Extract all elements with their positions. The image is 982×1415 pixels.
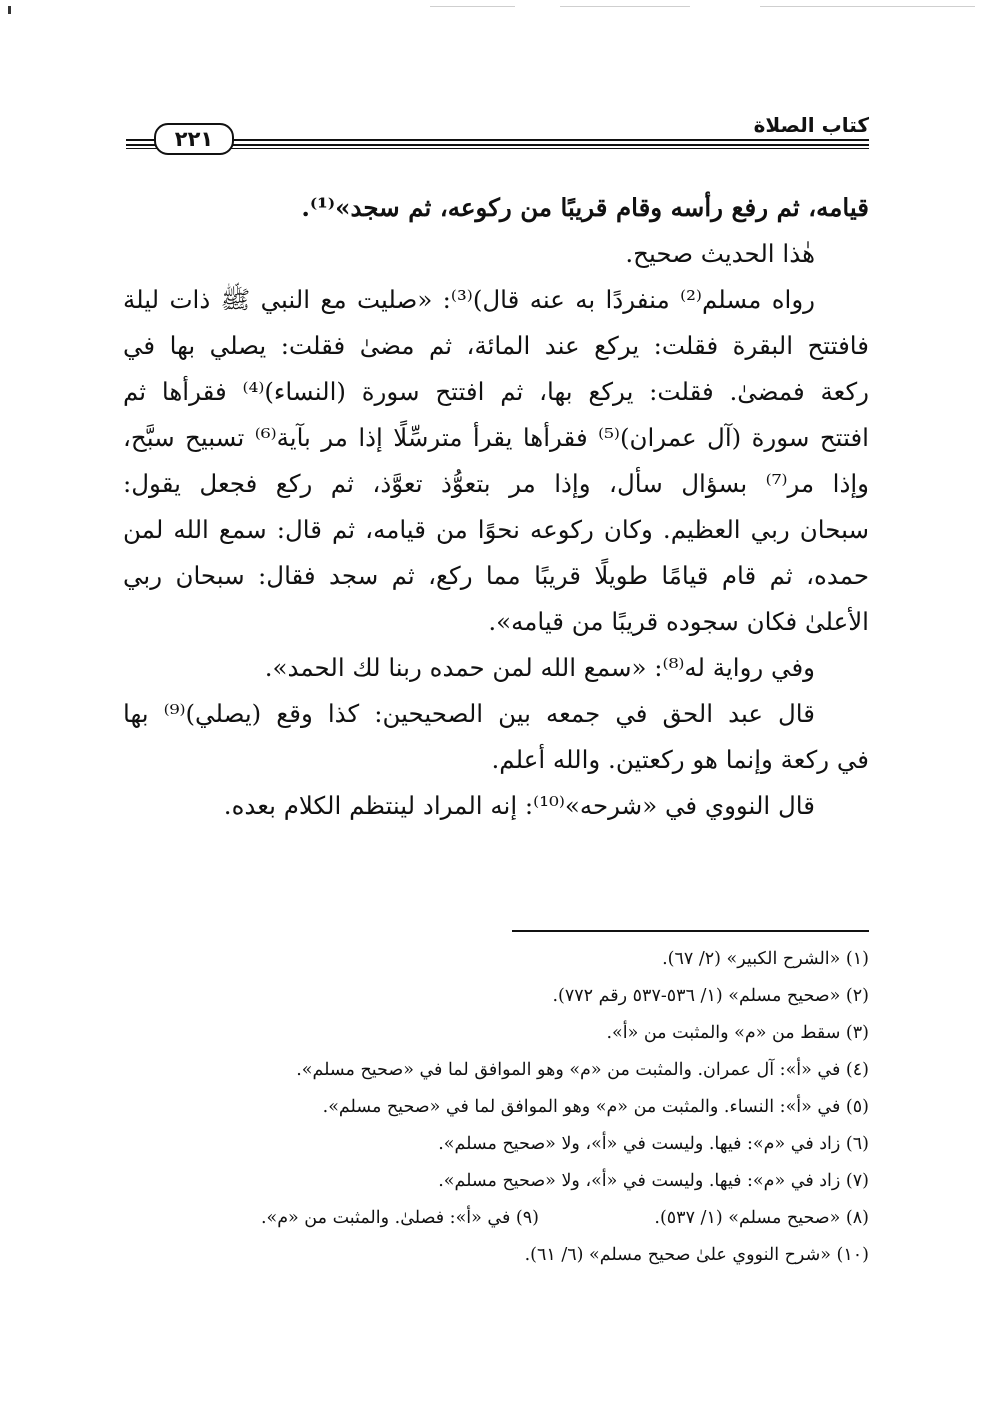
footnote: (٢) «صحيح مسلم» (١/ ٥٣٦-٥٣٧ رقم ٧٧٢). — [552, 986, 869, 1006]
text-line: قال النووي في «شرحه»⁽¹⁰⁾: إنه المراد لينتظم الكلام بعده. — [223, 791, 815, 820]
running-header — [126, 112, 869, 152]
text-line: افتتح سورة (آل عمران)⁽⁵⁾ فقرأها يقرأ مترسِّلًا إذا مر بآية⁽⁶⁾ تسبيح سبَّح، — [123, 423, 869, 452]
header-rule — [126, 148, 869, 149]
text-line: حمده، ثم قام قيامًا طويلًا قريبًا مما ركع، ثم سجد فقال: سبحان ربي — [123, 561, 869, 590]
header-rule — [126, 144, 869, 146]
text-line: الأعلىٰ فكان سجوده قريبًا من قيامه». — [488, 607, 869, 636]
text-line: فافتتح البقرة فقلت: يركع عند المائة، ثم مضىٰ فقلت: يصلي بها في — [123, 331, 869, 360]
footnote: (١٠) «شرح النووي علىٰ صحيح مسلم» (٦/ ٦١). — [524, 1245, 869, 1265]
text-line: ركعة فمضىٰ. فقلت: يركع بها، ثم افتتح سورة (النساء)⁽⁴⁾ فقرأها ثم — [123, 377, 869, 406]
main-text — [123, 185, 869, 829]
text-line: وإذا مر⁽⁷⁾ بسؤال سأل، وإذا مر بتعوُّذ تعوَّذ، ثم ركع فجعل يقول: — [123, 469, 869, 498]
footnote-row — [123, 1200, 869, 1237]
text-line: وفي رواية له⁽⁸⁾: «سمع الله لمن حمده ربنا لك الحمد». — [264, 653, 815, 682]
footnote: (٣) سقط من «م» والمثبت من «أ». — [606, 1023, 869, 1043]
footnote: (٨) «صحيح مسلم» (١/ ٥٣٧). — [654, 1208, 869, 1228]
scan-line — [430, 6, 515, 7]
footnotes — [123, 941, 869, 1274]
scan-mark — [8, 6, 11, 14]
book-title: كتاب الصلاة — [746, 112, 869, 138]
footnote: (٦) زاد في «م»: فيها. وليست في «أ»، ولا «صحيح مسلم». — [438, 1134, 869, 1154]
text-line: سبحان ربي العظيم. وكان ركوعه نحوًا من قيامه، ثم قال: سمع الله لمن — [123, 515, 869, 544]
page-number: ٢٢١ — [154, 123, 234, 155]
footnote-separator — [512, 930, 869, 932]
scan-line — [560, 6, 690, 7]
text-line: رواه مسلم⁽²⁾ منفردًا به عنه قال)⁽³⁾: «صليت مع النبي ﷺ ذات ليلة — [123, 285, 816, 314]
text-line: في ركعة وإنما هو ركعتين. والله أعلم. — [491, 745, 869, 774]
footnote: (٥) في «أ»: النساء. والمثبت من «م» وهو الموافق لما في «صحيح مسلم». — [322, 1097, 869, 1117]
footnote: (٤) في «أ»: آل عمران. والمثبت من «م» وهو الموافق لما في «صحيح مسلم». — [296, 1060, 869, 1080]
text-line: قال عبد الحق في جمعه بين الصحيحين: كذا وقع (يصلي)⁽⁹⁾ بها — [123, 699, 815, 728]
text-line: هٰذا الحديث صحيح. — [625, 239, 815, 268]
scan-line — [760, 6, 975, 7]
footnote: (٧) زاد في «م»: فيها. وليست في «أ»، ولا «صحيح مسلم». — [438, 1171, 869, 1191]
footnote: (٩) في «أ»: فصلىٰ. والمثبت من «م». — [260, 1208, 539, 1228]
header-rule — [126, 139, 869, 141]
footnote: (١) «الشرح الكبير» (٢/ ٦٧). — [662, 949, 869, 969]
text-line: قيامه، ثم رفع رأسه وقام قريبًا من ركوعه، ثم سجد»⁽¹⁾. — [301, 193, 869, 222]
